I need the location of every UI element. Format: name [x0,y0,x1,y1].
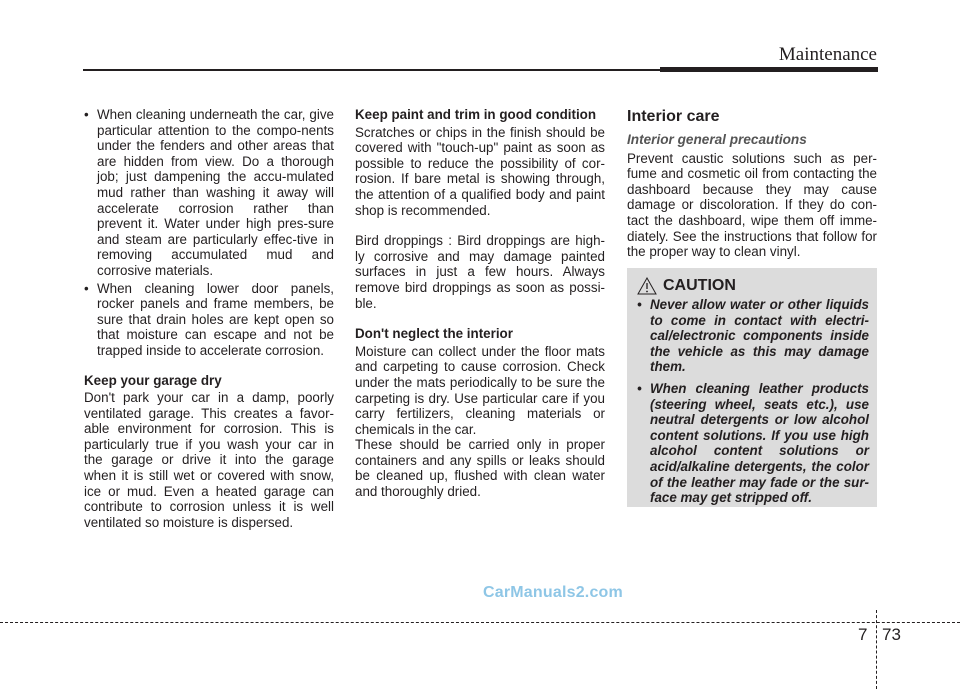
column-3 [627,107,877,260]
page-number-separator [876,610,877,689]
interior-heading: Don't neglect the interior [355,326,513,342]
caution-title: CAUTION [663,277,736,294]
interior-care-heading: Interior care [627,108,720,125]
garage-text: Don't park your car in a damp, poorly ventilated garage. This creates a favor-able environment for corrosion. This is particularly true if you wash your car in the garage or drive it into the garage when it is still wet or covered with snow, ice or mud. Even a heated garage can contribute to corrosion unless it is well ventilated so moisture is dispersed. [84,390,334,530]
header-title: Maintenance [778,44,877,65]
bird-droppings-text: Bird droppings : Bird droppings are high-ly corrosive and may damage painted surfaces in just a few hours. Always remove bird droppings as soon as possi-ble. [355,233,605,311]
chapter-number: 7 [858,625,868,644]
caution-header [637,277,736,295]
interior-precautions-subheading: Interior general precautions [627,132,807,147]
caution-item-liquids: • Never allow water or other liquids to come in contact with electri-cal/electronic components inside the vehicle as this may damage them. [637,297,869,375]
bullet-door-panels: • When cleaning lower door panels, rocker panels and frame members, be sure that drain holes are kept open so that moisture can escape and not be trapped inside to accelerate corrosion. [84,281,334,359]
column-1 [84,107,334,530]
warning-triangle-icon [637,277,657,295]
caution-item-leather: • When cleaning leather products (steering wheel, seats etc.), use neutral detergents or low alcohol content solutions. If you use high alcohol content solutions or acid/alkaline detergents, the color of the leather may fade or the sur-face may get stripped off. [637,381,869,506]
header-rule-thick [660,67,878,72]
column-2 [355,107,605,500]
paint-text: Scratches or chips in the finish should be covered with "touch-up" paint as soon as possible to reduce the possibility of cor-rosion. If bare metal is showing through, the attention of a qualified body and paint shop is recommended. [355,124,605,218]
interior-text-1: Moisture can collect under the floor mats and carpeting to cause corrosion. Check under the mats periodically to be sure the carpeting is dry. Use particular care if you carry fertilizers, cleaning materials or chemicals in the car. [355,343,605,437]
header-rule-thin [83,69,661,71]
footer-rule [0,622,960,623]
page-number: 73 [882,625,901,644]
bullet-underneath: • When cleaning underneath the car, give particular attention to the compo-nents under the fenders and other areas that are hidden from view. Do a thorough job; just dampening the accu-mulated mud rather than washing it away will accelerate corrosion rather than prevent it. Water under high pres-sure and steam are particularly effec-tive in removing accumulated mud and corrosive materials. [84,107,334,279]
garage-heading: Keep your garage dry [84,372,222,388]
interior-precautions-text: Prevent caustic solutions such as per-fume and cosmetic oil from contacting the dashboard because they may cause damage or discoloration. If they do con-tact the dashboard, wipe them off imme-diately. See the instructions that follow for the proper way to clean vinyl. [627,150,877,260]
caution-list [637,297,869,512]
interior-text-2: These should be carried only in proper containers and any spills or leaks should be cleaned up, flushed with clean water and thoroughly dried. [355,437,605,500]
watermark-link[interactable]: CarManuals2.com [483,584,623,601]
paint-heading: Keep paint and trim in good condition [355,107,597,122]
caution-box [627,268,877,507]
